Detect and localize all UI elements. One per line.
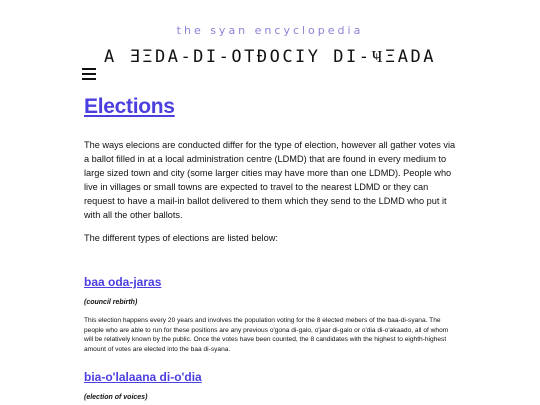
site-title[interactable]: the syan encyclopedia bbox=[176, 24, 364, 37]
section-subtitle: (election of voices) bbox=[84, 394, 148, 402]
list-intro: The different types of elections are listed below: bbox=[84, 233, 278, 243]
section-baa-oda-jaras bbox=[84, 273, 456, 354]
section-bia-olalaana-di-odia bbox=[84, 368, 456, 401]
main-content bbox=[84, 95, 456, 401]
section-title-link[interactable]: baa oda-jaras bbox=[84, 275, 162, 289]
section-subtitle: (council rebirth) bbox=[84, 299, 138, 306]
menu-bar bbox=[82, 78, 96, 80]
hamburger-menu-icon[interactable] bbox=[82, 68, 96, 83]
intro-paragraph: The ways elecions are conducted differ for the type of election, however all gather votes via a ballot filled in at a local administration centre (LDMD) that are found in every medium to large sized town and city (some larger cities may have more than one LDMD). People who live in villages or small towns are expected to travel to the nearest LDMD or they can request to have a mail-in ballot delivered to them which they send to the LDMD who put it with all the other ballots. bbox=[84, 140, 456, 220]
section-title-link[interactable]: bia-o'lalaana di-o'dia bbox=[84, 370, 202, 385]
section-body: This election happens every 20 years and involves the population voting for the 8 elected mebers of the baa-di-syana. The people who are able to run for these positions are any previous o'gona di-galo, o'jaar di-galo or o'dia di-o'akaado, all of whom will be relatively known by the public. Once the votes have been counted, the 8 candidates with the highest to eighth-highest amount of votes are elected into the baa di-syana. bbox=[84, 317, 449, 353]
site-logo[interactable]: A ƎΞDA-DI-OTĐOCIY DI-ҸΞADA bbox=[104, 47, 436, 67]
site-header bbox=[0, 0, 540, 67]
menu-bar bbox=[82, 68, 96, 70]
page-title[interactable]: Elections bbox=[84, 95, 175, 118]
menu-bar bbox=[82, 73, 96, 75]
